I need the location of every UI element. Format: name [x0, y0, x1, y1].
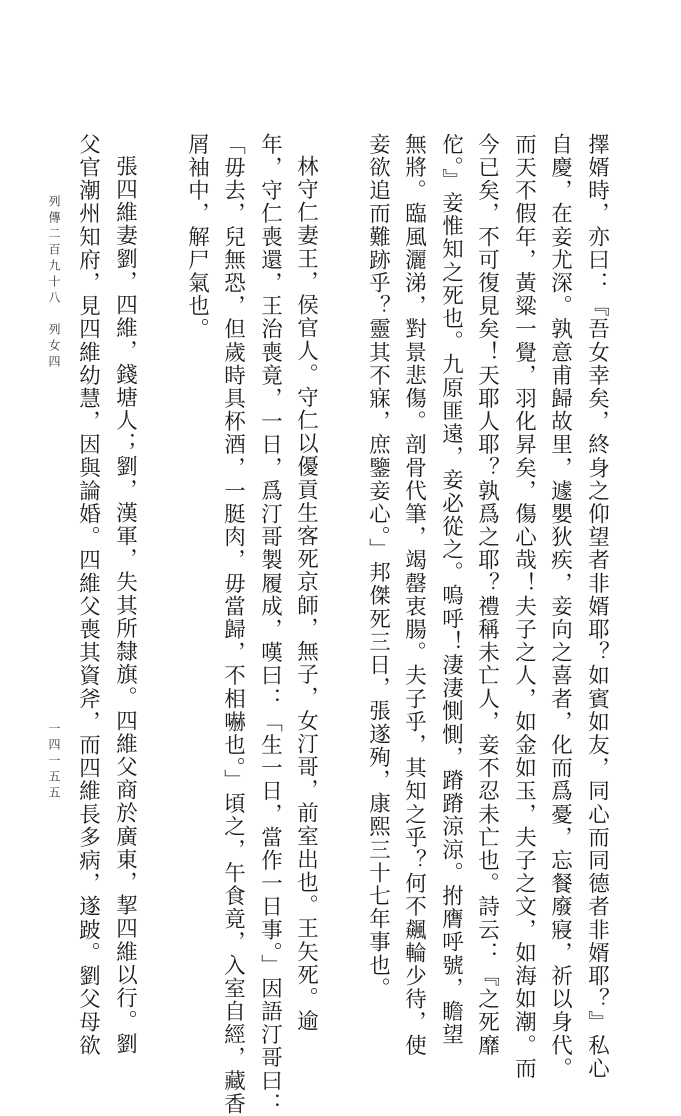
text-column-3: 而天不假年，黃粱一覺，羽化昇矣，傷心哉！夫子之人，如金如玉，夫子之文，如海如潮。而	[511, 133, 537, 1081]
text-column-5: 佗。』妾惟知之死也。九原匪遠，妾必從之。嗚呼！淒淒惻惻，蹐蹐涼涼。拊膺呼號，瞻望	[438, 133, 464, 1047]
text-column-8: 林守仁妻王，侯官人。守仁以優貢生客死京師，無子，女汀哥，前室出也。王矢死。逾	[293, 155, 319, 1033]
text-column-11: 屑袖中，解尸氣也。	[184, 133, 210, 341]
text-column-10: 「毋去，兒無恐，但歲時具杯酒，一脡肉，毋當歸，不相嚇也。」頃之，午食竟，入室自經，藏香	[220, 133, 246, 1116]
running-header: 列傳二百九十八 列女四	[47, 195, 61, 371]
text-column-6: 無將。臨風灑涕，對景悲傷。剖骨代筆，竭罄衷腸。夫子乎，其知之乎？何不飆輪少待，使	[401, 133, 427, 1057]
text-column-2: 自慶，在妾尤深。孰意甫歸故里，遽嬰狄疾，妾向之喜者，化而爲憂，忘餐廢寢，祈以身代。	[547, 133, 573, 1081]
text-column-7: 妾欲追而難跡乎？靈其不寐，庶鑒妾心。」邦傑死三日，張遂殉，康熙三十七年事也。	[365, 133, 391, 1001]
text-column-13: 父官潮州知府，見四維幼慧，因與論婚。四維父喪其資斧，而四維長多病，遂跛。劉父母欲	[75, 133, 101, 1057]
text-column-1: 擇婿時，亦曰：『吾女幸矣，終身之仰望者非婿耶？如賓如友，同心而同德者非婿耶？』私心	[584, 133, 610, 1081]
text-column-12: 張四維妻劉，四維，錢塘人；劉，漢軍，失其所隸旗。四維父商於廣東，挈四維以行。劉	[112, 155, 138, 1056]
text-column-4: 今已矣，不可復見矣！天耶人耶？孰爲之耶？禮稱未亡人，妾不忍未亡也。詩云：『之死靡	[474, 133, 500, 1057]
text-column-9: 年，守仁喪還，王治喪竟，一日，爲汀哥製履成，嘆曰：「生一日，當作一日事。」因語汀哥曰：	[257, 133, 283, 1116]
page-number: 一四一五五	[47, 722, 61, 802]
